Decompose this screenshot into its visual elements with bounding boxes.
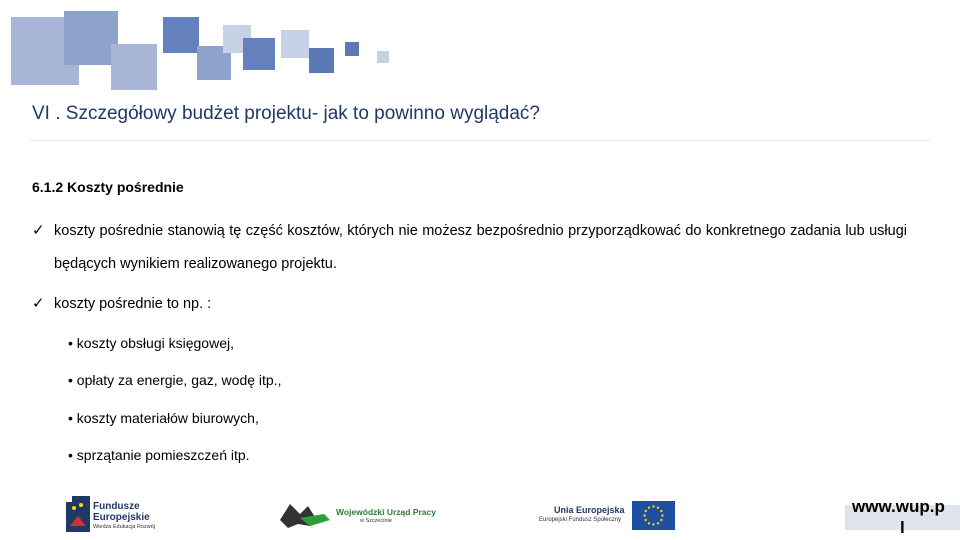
deco-square [243,38,275,70]
deco-square [309,48,334,73]
funds-logo-subtext: Wiedza Edukacja Rozwój [93,524,156,530]
deco-square [163,17,199,53]
deco-square [64,11,118,65]
slide-title: VI . Szczegółowy budżet projektu- jak to powinno wyglądać? [32,103,540,124]
check-icon: ✓ [32,222,45,239]
wup-logo-subtext: w Szczecinie [360,518,392,524]
point-text: koszty pośrednie to np. : [54,296,212,312]
list-item: • koszty obsługi księgowej, [68,335,234,351]
wup-logo-text: Wojewódzki Urząd Pracy [336,507,436,517]
funds-logo-text: Fundusze Europejskie [93,501,150,523]
section-subtitle: 6.1.2 Koszty pośrednie [32,179,184,195]
eu-logo-text: Unia Europejska [554,505,625,515]
list-item: • sprzątanie pomieszczeń itp. [68,447,250,463]
website-url-tail[interactable]: l [900,518,905,537]
funds-logo-icon [66,496,90,532]
wup-logo-icon [280,500,330,528]
list-item: • opłaty za energie, gaz, wodę itp., [68,372,282,388]
point-text: koszty pośrednie stanowią tę część kosztów, których nie możesz bezpośrednio przyporządkować do konkretnego zadania lub usługi będących wynikiem realizowanego projektu. [54,223,907,272]
eu-flag-icon [632,501,675,530]
title-divider [30,140,930,141]
deco-square [111,44,157,90]
list-item: • koszty materiałów biurowych, [68,410,259,426]
website-url[interactable]: www.wup.p [852,497,945,516]
deco-square [377,51,389,63]
deco-square [345,42,359,56]
check-icon: ✓ [32,295,45,312]
deco-square [281,30,309,58]
eu-logo-subtext: Europejski Fundusz Społeczny [539,517,622,523]
